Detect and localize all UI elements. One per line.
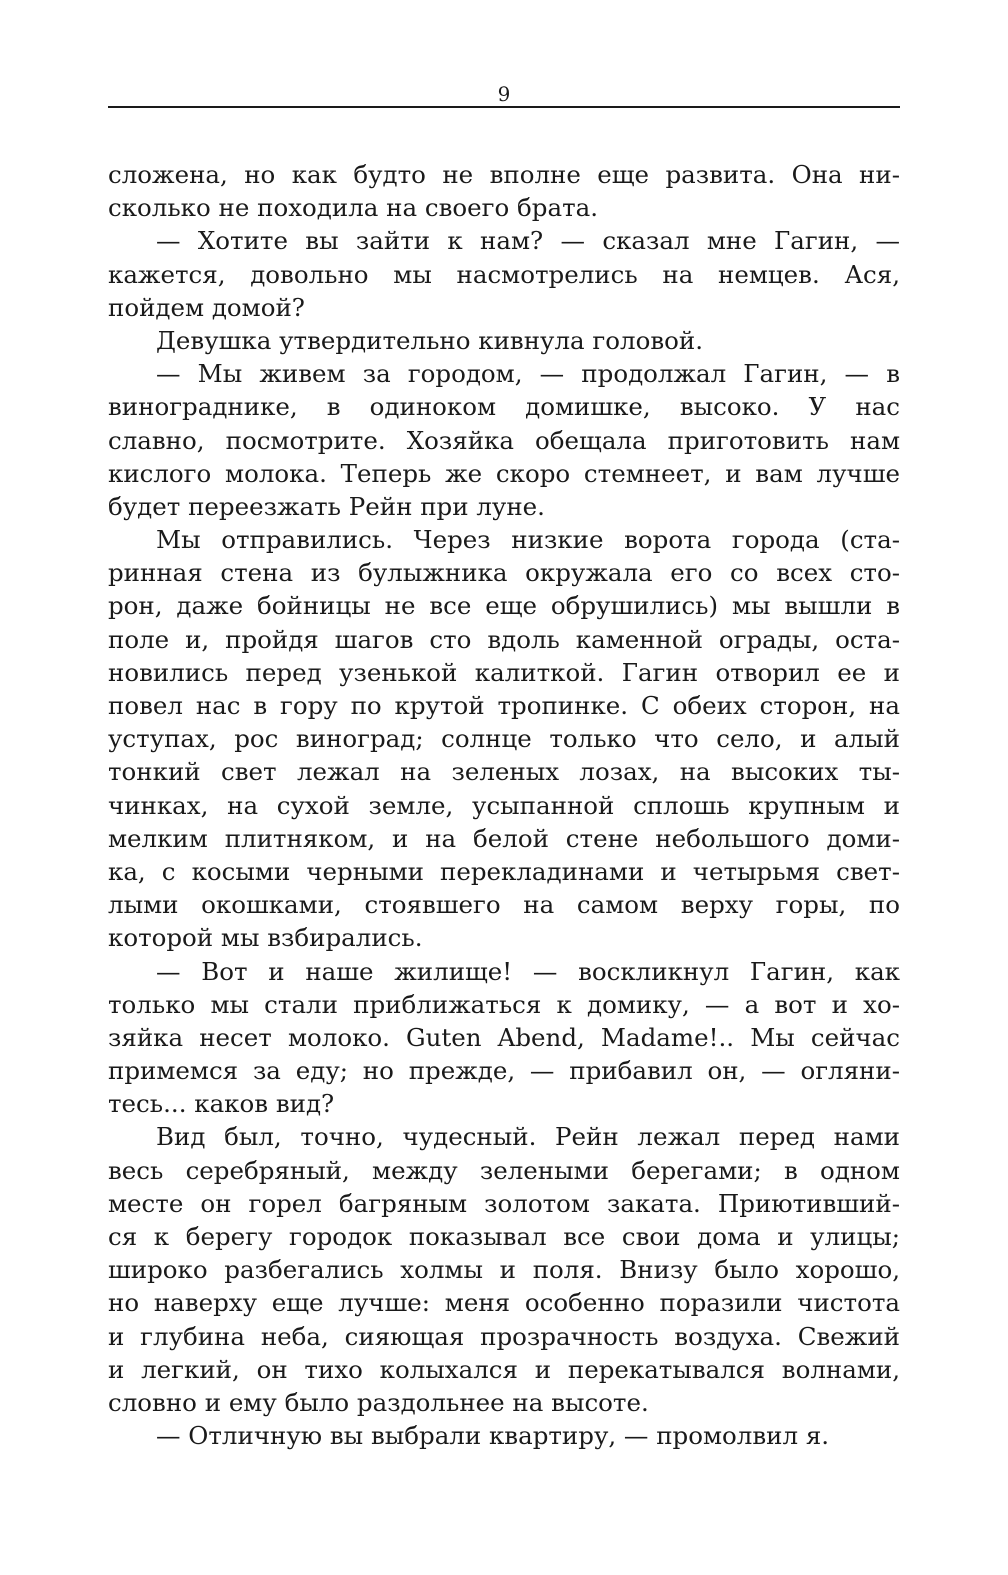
text-line: сложена, но как будто не вполне еще развита. Она ни- [108,160,900,189]
text-line: зяйка несет молоко. Guten Abend, Madame!.. Мы сейчас [108,1022,900,1052]
text-line: и легкий, он тихо колыхался и перекатывался волнами, [108,1354,900,1384]
text-line: Девушка утвердительно кивнула головой. [156,325,703,355]
text-line: широко разбегались холмы и поля. Внизу было хорошо, [108,1255,900,1285]
text-line: примемся за еду; но прежде, — прибавил он, — огляни- [108,1056,900,1086]
text-line: пойдем домой? [108,292,305,322]
text-line: весь серебряный, между зелеными берегами; в одном [108,1155,900,1185]
text-line: и глубина неба, сияющая прозрачность воздуха. Свежий [108,1321,900,1351]
text-line: кажется, довольно мы насмотрелись на немцев. Ася, [108,259,900,289]
text-line: тонкий свет лежал на зеленых лозах, на высоких ты- [108,757,900,787]
text-line: Мы отправились. Через низкие ворота города (ста- [156,525,900,555]
text-line: рон, даже бойницы не все еще обрушились) мы вышли в [108,591,900,621]
text-line: которой мы взбирались. [108,923,423,953]
text-line: ринная стена из булыжника окружала его со всех сто- [108,558,900,588]
text-line: ся к берегу городок показывал все свои дома и улицы; [108,1222,900,1251]
text-line: но наверху еще лучше: меня особенно поразили чистота [108,1288,900,1318]
text-line: месте он горел багряным золотом заката. Приютивший- [108,1188,900,1218]
text-line: — Отличную вы выбрали квартиру, — промолвил я. [156,1421,830,1451]
text-line: новились перед узенькой калиткой. Гагин отворил ее и [108,657,900,687]
text-line: словно и ему было раздольнее на высоте. [108,1387,649,1417]
text-line: — Хотите вы зайти к нам? — сказал мне Гагин, — [156,226,900,256]
page-number: 9 [497,82,511,106]
body-text [108,158,900,1452]
text-line: кислого молока. Теперь же скоро стемнеет, и вам лучше [108,458,900,488]
text-line: — Мы живем за городом, — продолжал Гагин, — в [156,359,900,389]
text-line: будет переезжать Рейн при луне. [108,491,545,521]
text-line: повел нас в гору по крутой тропинке. С обеих сторон, на [108,691,900,720]
text-line: уступах, рос виноград; солнце только что село, и алый [108,724,900,754]
text-line: мелким плитняком, и на белой стене небольшого доми- [108,823,900,853]
text-line: винограднике, в одиноком домишке, высоко. У нас [108,392,900,422]
text-line: только мы стали приближаться к домику, — а вот и хо- [108,989,900,1019]
header-rule [108,106,900,108]
text-line: ка, с косыми черными перекладинами и четырьмя свет- [108,856,900,886]
text-line: лыми окошками, стоявшего на самом верху горы, по [108,890,900,920]
text-line: сколько не походила на своего брата. [108,193,599,223]
text-line: — Вот и наше жилище! — воскликнул Гагин, как [156,956,900,986]
text-line: чинках, на сухой земле, усыпанной сплошь крупным и [108,790,900,820]
text-line: поле и, пройдя шагов сто вдоль каменной ограды, оста- [108,624,900,654]
text-line: славно, посмотрите. Хозяйка обещала приготовить нам [108,425,900,455]
text-line: тесь... каков вид? [108,1089,335,1119]
text-line: Вид был, точно, чудесный. Рейн лежал перед нами [156,1122,900,1152]
